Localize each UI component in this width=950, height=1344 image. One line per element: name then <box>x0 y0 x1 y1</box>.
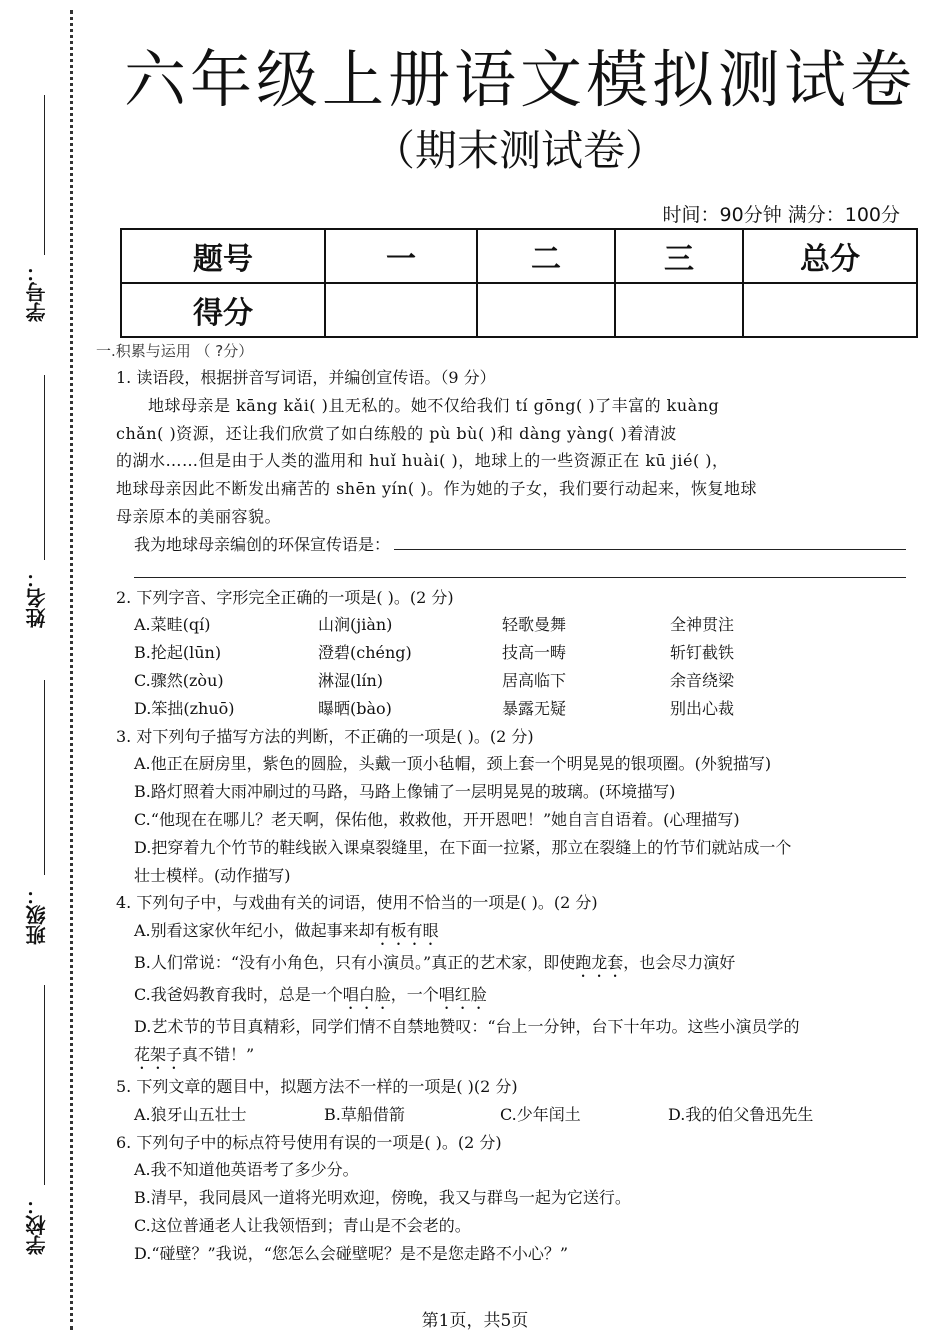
option-cell: B.抡起(lūn) <box>134 643 222 663</box>
score-table <box>120 228 918 338</box>
question-4-option-b <box>134 949 906 981</box>
option-cell: 淋湿(lín) <box>318 670 384 690</box>
option-cell: 别出心裁 <box>670 698 735 718</box>
question-3-option: 壮士模样。(动作描写) <box>134 865 291 885</box>
question-4-option-d: D.艺术节的节目真精彩，同学们情不自禁地赞叹：“台上一分钟，台下十年功。这些小演员学的 <box>134 1017 800 1037</box>
option-cell: 余音绕梁 <box>670 670 735 690</box>
name-line[interactable] <box>44 375 45 560</box>
option-cell: A.狼牙山五壮士 <box>134 1104 247 1124</box>
question-6-option: C.这位普通老人让我领悟到；青山是不会老的。 <box>134 1215 471 1235</box>
option-cell: B.草船借箭 <box>324 1104 405 1124</box>
option-cell: 居高临下 <box>502 670 567 690</box>
page-footer: 第1页，共5页 <box>421 1311 529 1331</box>
school-line[interactable] <box>44 985 45 1185</box>
score-cell[interactable] <box>477 283 615 337</box>
question-2-options <box>134 611 906 722</box>
option-text: ，一个 <box>390 985 439 1005</box>
option-cell: C.少年闰土 <box>500 1104 581 1124</box>
score-cell[interactable] <box>325 283 477 337</box>
class-label: 班级： <box>25 885 49 945</box>
option-cell: A.菜畦(qí) <box>134 615 211 635</box>
option-text: 真不错！” <box>182 1044 255 1064</box>
class-line[interactable] <box>44 680 45 875</box>
emphasized-word: 有板有眼 <box>374 921 439 941</box>
score-header-cell: 题号 <box>121 229 325 283</box>
option-text: A.别看这家伙年纪小，做起事来却 <box>134 921 375 941</box>
option-cell: 澄碧(chéng) <box>318 643 412 663</box>
question-3-option: C.“他现在在哪儿？老天啊，保佑他，救救他，开开恩吧！”她自言自语着。(心理描写) <box>134 809 740 829</box>
score-table-score-row <box>121 283 917 337</box>
option-text: B.人们常说：“没有小角色，只有小演员。”真正的艺术家，即使 <box>134 953 576 973</box>
question-1-passage-line: 的湖水……但是由于人类的滥用和 huǐ huài( )，地球上的一些资源正在 kū jié( )， <box>116 451 729 471</box>
question-3-option: A.他正在厨房里，紫色的圆脸，头戴一顶小毡帽，颈上套一个明晃晃的银项圈。(外貌描写) <box>134 754 772 774</box>
question-4-option-c <box>134 981 906 1013</box>
slogan-answer-line[interactable] <box>394 531 906 550</box>
page-subtitle: （期末测试卷） <box>372 126 667 175</box>
question-4-option-a <box>134 917 906 949</box>
question-1-passage-line: 地球母亲因此不断发出痛苦的 shēn yín( )。作为她的子女，我们要行动起来，恢复地球 <box>116 479 757 499</box>
option-cell: 轻歌曼舞 <box>502 615 567 635</box>
score-header-cell: 三 <box>615 229 743 283</box>
slogan-answer-line-2[interactable] <box>134 559 906 578</box>
score-cell[interactable] <box>743 283 917 337</box>
score-cell[interactable] <box>615 283 743 337</box>
question-6-stem: 6. 下列句子中的标点符号使用有误的一项是( )。(2 分) <box>116 1132 502 1152</box>
question-5-options <box>134 1101 906 1129</box>
option-cell: 暴露无疑 <box>502 698 567 718</box>
question-6-option: B.清早，我同晨风一道将光明欢迎，傍晚，我又与群鸟一起为它送行。 <box>134 1188 631 1208</box>
option-cell: 曝晒(bào) <box>318 698 392 718</box>
school-label: 学校： <box>25 1195 49 1255</box>
option-text: C.我爸妈教育我时，总是一个 <box>134 985 343 1005</box>
score-header-cell: 总分 <box>743 229 917 283</box>
page-title: 六年级上册语文模拟测试卷 <box>123 43 916 116</box>
questions <box>116 364 906 1268</box>
question-5-stem: 5. 下列文章的题目中，拟题方法不一样的一项是( )(2 分) <box>116 1076 518 1096</box>
binding-margin <box>0 0 80 1344</box>
emphasized-word: 唱红脸 <box>438 985 487 1005</box>
question-1-passage-line: chǎn( )资源，还让我们欣赏了如白练般的 pù bù( )和 dàng yàng( )着清波 <box>116 423 677 443</box>
option-cell: C.骤然(zòu) <box>134 670 224 690</box>
option-text: ，也会尽力演好 <box>623 953 736 973</box>
question-6-option: D.“碰壁？”我说，“您怎么会碰壁呢？是不是您走路不小心？” <box>134 1243 569 1263</box>
option-cell: 全神贯注 <box>670 615 735 635</box>
score-table-header-row <box>121 229 917 283</box>
slogan-row <box>116 531 906 559</box>
question-4-option-d-cont <box>134 1041 906 1073</box>
score-header-cell: 一 <box>325 229 477 283</box>
emphasized-word: 花架子 <box>134 1044 183 1064</box>
question-2-stem: 2. 下列字音、字形完全正确的一项是( )。(2 分) <box>116 587 454 607</box>
question-4-stem: 4. 下列句子中，与戏曲有关的词语，使用不恰当的一项是( )。(2 分) <box>116 893 598 913</box>
name-label: 姓名： <box>25 568 49 628</box>
time-info: 时间：90分钟 满分：100分 <box>662 204 900 226</box>
student-id-label: 学号： <box>25 262 49 322</box>
option-cell: 斩钉截铁 <box>670 643 735 663</box>
option-cell: D.笨拙(zhuō) <box>134 698 235 718</box>
question-3-stem: 3. 对下列句子描写方法的判断，不正确的一项是( )。(2 分) <box>116 726 534 746</box>
question-1-stem: 1. 读语段，根据拼音写词语，并编创宣传语。（9 分） <box>116 368 496 387</box>
section-one-heading: 一.积累与运用 （ ?分） <box>96 342 254 360</box>
question-1-passage-line: 母亲原本的美丽容貌。 <box>116 506 282 526</box>
question-3-option: D.把穿着九个竹节的鞋线嵌入课桌裂缝里，在下面一拉紧，那立在裂缝上的竹节们就站成一个 <box>134 837 792 857</box>
student-id-line[interactable] <box>44 95 45 255</box>
question-1-passage-line: 地球母亲是 kāng kǎi( )且无私的。她不仅给我们 tí gōng( )了丰富的 kuàng <box>148 395 720 415</box>
score-header-cell: 二 <box>477 229 615 283</box>
emphasized-word: 唱白脸 <box>342 985 391 1005</box>
emphasized-word: 跑龙套 <box>575 953 624 973</box>
score-row-label: 得分 <box>121 283 325 337</box>
option-cell: 技高一畴 <box>502 643 567 663</box>
option-cell: D.我的伯父鲁迅先生 <box>668 1104 814 1124</box>
slogan-prompt: 我为地球母亲编创的环保宣传语是： <box>134 534 391 554</box>
question-6-option: A.我不知道他英语考了多少分。 <box>134 1160 359 1180</box>
cut-line <box>70 10 73 1330</box>
option-cell: 山涧(jiàn) <box>318 615 393 635</box>
question-3-option: B.路灯照着大雨冲刷过的马路，马路上像铺了一层明晃晃的玻璃。(环境描写) <box>134 782 676 802</box>
